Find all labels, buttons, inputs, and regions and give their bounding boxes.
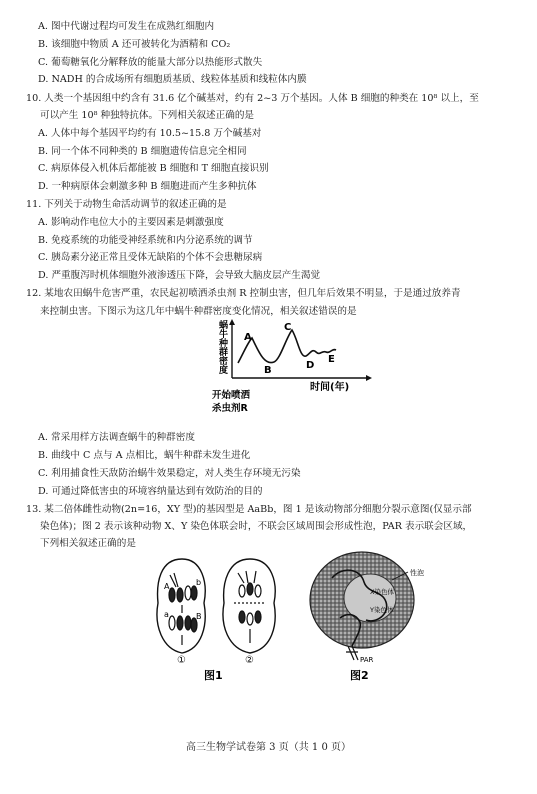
fig1-label-b: b	[196, 578, 202, 587]
q9-option-c: C. 葡萄糖氧化分解释放的能量大部分以热能形式散失	[38, 57, 263, 68]
point-c-label: C	[284, 322, 292, 333]
q12-option-c: C. 利用捕食性天敌防治蜗牛效果稳定，对人类生存环境无污染	[38, 468, 301, 479]
q10-option-a: A. 人体中每个基因平均约有 10.5~15.8 万个碱基对	[38, 128, 262, 139]
q13-stem-line3: 下列相关叙述正确的是	[40, 538, 136, 549]
q10-stem-line1: 10. 人类一个基因组中约含有 31.6 亿个碱基对，约有 2~3 万个基因。人体 B 细胞的种类在 10⁸ 以上，至	[26, 93, 479, 104]
snail-population-figure	[200, 318, 390, 418]
figure-ylabel: 蜗牛种群密度	[217, 320, 227, 374]
q9-option-b: B. 该细胞中物质 A 还可被转化为酒精和 CO₂	[38, 39, 231, 50]
cell-1-outline	[157, 559, 205, 653]
point-b-label: B	[264, 365, 272, 376]
point-d-label: D	[306, 360, 315, 371]
fig2-label-x: X染色体	[370, 588, 394, 596]
fig2-caption: 图2	[350, 669, 369, 682]
y-axis-arrow	[229, 319, 235, 325]
fig1-label-a: a	[164, 610, 169, 619]
q10-stem-line2: 可以产生 10⁸ 种独特抗体。下列相关叙述正确的是	[40, 110, 255, 121]
q13-stem-line2: 染色体)；图 2 表示该种动物 X、Y 染色体联会时，不联会区域周围会形成性泡，PAR 表示联会区域，	[40, 521, 473, 532]
fig1-label-1: ①	[177, 655, 186, 666]
point-e-label: E	[328, 354, 335, 365]
cell-2-chromosomes	[234, 571, 266, 643]
q12-option-a: A. 常采用样方法调查蜗牛的种群密度	[38, 432, 195, 443]
q12-option-b: B. 曲线中 C 点与 A 点相比，蜗牛种群未发生进化	[38, 450, 251, 461]
figure-xlabel: 时间(年)	[310, 382, 350, 393]
fig1-label-A: A	[164, 582, 170, 591]
fig2-label-y: Y染色体	[370, 606, 394, 614]
fig1-label-2: ②	[245, 655, 254, 666]
cell-2-outline	[223, 559, 275, 653]
q12-option-d: D. 可通过降低害虫的环境容纳量达到有效防治的目的	[38, 486, 263, 497]
figure-2-sex-vesicle	[300, 548, 440, 682]
page-footer: 高三生物学试卷第 3 页（共 1 0 页）	[186, 742, 351, 753]
q12-stem-line2: 来控制虫害。下图示为这几年中蜗牛种群密度变化情况，相关叙述错误的是	[40, 306, 357, 317]
fig1-label-B: B	[196, 612, 202, 621]
q9-option-a: A. 图中代谢过程均可发生在成熟红细胞内	[38, 21, 215, 32]
point-a-label: A	[244, 332, 252, 343]
q11-stem: 11. 下列关于动物生命活动调节的叙述正确的是	[26, 199, 227, 210]
fig1-caption: 图1	[204, 669, 223, 681]
q13-stem-line1: 13. 某二倍体雌性动物(2n=16，XY 型)的基因型是 AaBb，图 1 是该动物部分细胞分裂示意图(仅显示部	[26, 504, 472, 515]
q11-option-c: C. 胰岛素分泌正常且受体无缺陷的个体不会患糖尿病	[38, 252, 263, 263]
q11-option-d: D. 严重腹泻时机体细胞外液渗透压下降，会导致大脑皮层产生渴觉	[38, 270, 321, 281]
population-curve	[238, 330, 336, 363]
fig2-label-par: PAR	[360, 656, 374, 664]
cell-1-chromosomes	[169, 573, 197, 645]
q9-option-d: D. NADH 的合成场所有细胞质基质、线粒体基质和线粒体内膜	[38, 74, 307, 85]
start-label-line1: 开始喷洒	[212, 390, 251, 401]
q10-option-b: B. 同一个体不同种类的 B 细胞遗传信息完全相同	[38, 146, 247, 157]
q11-option-b: B. 免疫系统的功能受神经系统和内分泌系统的调节	[38, 235, 253, 246]
q11-option-a: A. 影响动作电位大小的主要因素是刺激强度	[38, 217, 224, 228]
x-axis-arrow	[366, 375, 372, 381]
q10-option-c: C. 病原体侵入机体后都能被 B 细胞和 T 细胞直接识别	[38, 163, 269, 174]
fig2-label-vesicle: 性泡	[410, 569, 424, 577]
start-label-line2: 杀虫剂R	[212, 403, 248, 414]
q12-stem-line1: 12. 某地农田蜗牛危害严重，农民起初喷洒杀虫剂 R 控制虫害，但几年后效果不明显，于是通过放养青	[26, 288, 461, 299]
q10-option-d: D. 一种病原体会刺激多种 B 细胞进而产生多种抗体	[38, 181, 257, 192]
figure-1-cell-division	[150, 553, 290, 681]
